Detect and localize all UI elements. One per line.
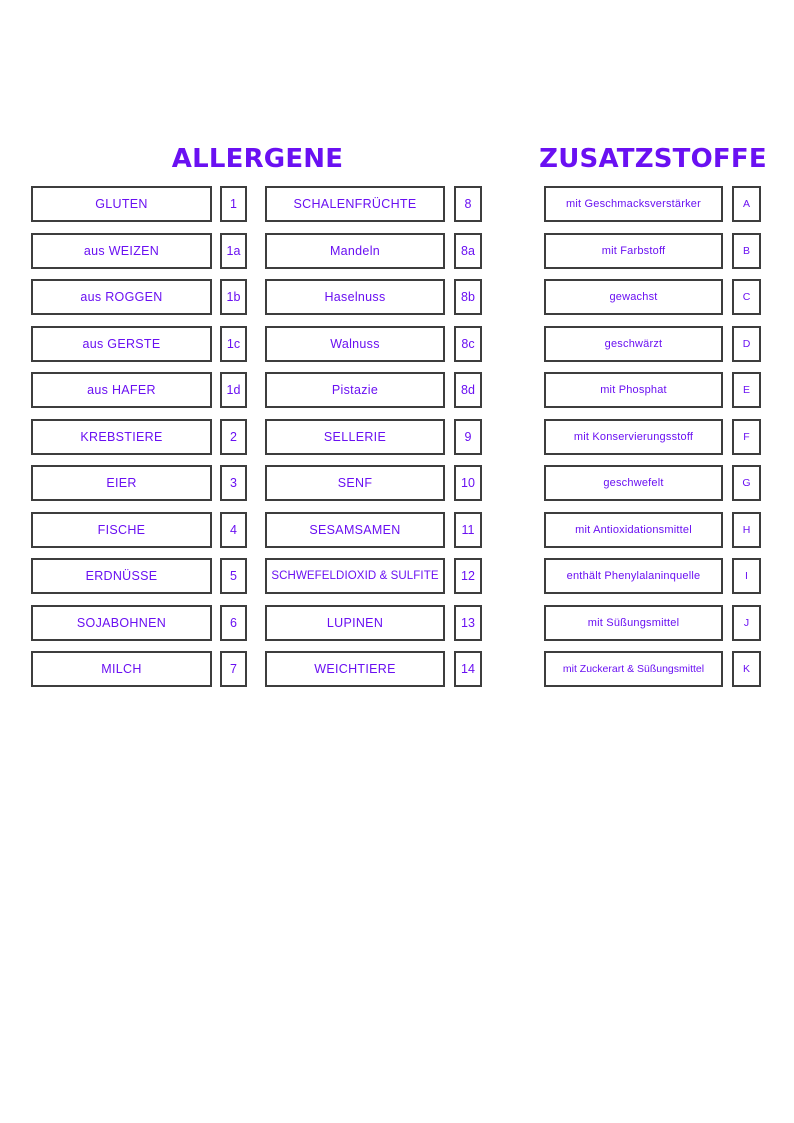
zusatzstoff-code-cell: J xyxy=(732,605,761,641)
allergen-name-cell: aus HAFER xyxy=(31,372,212,408)
allergen-name-cell: aus GERSTE xyxy=(31,326,212,362)
zusatzstoff-code-cell: E xyxy=(732,372,761,408)
allergen-name-cell: SCHWEFELDIOXID & SULFITE xyxy=(265,558,445,594)
allergen-code-cell: 1 xyxy=(220,186,247,222)
zusatzstoff-name-cell: geschwefelt xyxy=(544,465,723,501)
allergen-code-cell: 1a xyxy=(220,233,247,269)
allergen-name-cell: FISCHE xyxy=(31,512,212,548)
allergen-code-cell: 6 xyxy=(220,605,247,641)
allergen-code-cell: 10 xyxy=(454,465,482,501)
allergen-code-cell: 9 xyxy=(454,419,482,455)
allergen-code-cell: 8c xyxy=(454,326,482,362)
zusatzstoff-name-cell: mit Konservierungsstoff xyxy=(544,419,723,455)
zusatzstoff-code-cell: C xyxy=(732,279,761,315)
allergen-code-cell: 1d xyxy=(220,372,247,408)
allergen-name-cell: Pistazie xyxy=(265,372,445,408)
zusatzstoff-name-cell: mit Geschmacksverstärker xyxy=(544,186,723,222)
allergen-name-cell: LUPINEN xyxy=(265,605,445,641)
zusatzstoff-code-cell: G xyxy=(732,465,761,501)
zusatzstoff-code-cell: H xyxy=(732,512,761,548)
allergen-code-cell: 1c xyxy=(220,326,247,362)
allergen-code-cell: 4 xyxy=(220,512,247,548)
zusatzstoff-code-cell: A xyxy=(732,186,761,222)
allergen-code-cell: 14 xyxy=(454,651,482,687)
allergen-name-cell: aus ROGGEN xyxy=(31,279,212,315)
allergen-name-cell: Mandeln xyxy=(265,233,445,269)
zusatzstoff-name-cell: mit Farbstoff xyxy=(544,233,723,269)
allergen-code-cell: 8a xyxy=(454,233,482,269)
allergen-name-cell: GLUTEN xyxy=(31,186,212,222)
allergene-heading: ALLERGENE xyxy=(171,144,344,174)
allergen-name-cell: aus WEIZEN xyxy=(31,233,212,269)
allergen-name-cell: SENF xyxy=(265,465,445,501)
allergen-code-cell: 13 xyxy=(454,605,482,641)
zusatzstoff-name-cell: mit Süßungsmittel xyxy=(544,605,723,641)
zusatzstoff-name-cell: mit Antioxidationsmittel xyxy=(544,512,723,548)
allergen-code-cell: 8d xyxy=(454,372,482,408)
allergen-name-cell: WEICHTIERE xyxy=(265,651,445,687)
allergen-name-cell: Walnuss xyxy=(265,326,445,362)
zusatzstoff-name-cell: gewachst xyxy=(544,279,723,315)
allergen-code-cell: 7 xyxy=(220,651,247,687)
zusatzstoff-name-cell: mit Phosphat xyxy=(544,372,723,408)
allergen-code-cell: 2 xyxy=(220,419,247,455)
zusatzstoff-code-cell: D xyxy=(732,326,761,362)
zusatzstoff-code-cell: B xyxy=(732,233,761,269)
allergen-code-cell: 5 xyxy=(220,558,247,594)
allergen-code-cell: 8b xyxy=(454,279,482,315)
allergen-name-cell: MILCH xyxy=(31,651,212,687)
allergen-code-cell: 8 xyxy=(454,186,482,222)
zusatzstoff-name-cell: geschwärzt xyxy=(544,326,723,362)
allergen-code-cell: 12 xyxy=(454,558,482,594)
allergen-name-cell: SESAMSAMEN xyxy=(265,512,445,548)
allergen-name-cell: SOJABOHNEN xyxy=(31,605,212,641)
allergen-name-cell: Haselnuss xyxy=(265,279,445,315)
allergen-code-cell: 1b xyxy=(220,279,247,315)
allergen-name-cell: SCHALENFRÜCHTE xyxy=(265,186,445,222)
zusatzstoffe-heading: ZUSATZSTOFFE xyxy=(539,144,767,174)
zusatzstoff-name-cell: enthält Phenylalaninquelle xyxy=(544,558,723,594)
zusatzstoff-name-cell: mit Zuckerart & Süßungsmittel xyxy=(544,651,723,687)
allergen-code-cell: 11 xyxy=(454,512,482,548)
zusatzstoff-code-cell: I xyxy=(732,558,761,594)
allergen-name-cell: SELLERIE xyxy=(265,419,445,455)
zusatzstoff-code-cell: K xyxy=(732,651,761,687)
allergen-code-cell: 3 xyxy=(220,465,247,501)
allergen-name-cell: ERDNÜSSE xyxy=(31,558,212,594)
allergen-name-cell: EIER xyxy=(31,465,212,501)
allergen-name-cell: KREBSTIERE xyxy=(31,419,212,455)
zusatzstoff-code-cell: F xyxy=(732,419,761,455)
